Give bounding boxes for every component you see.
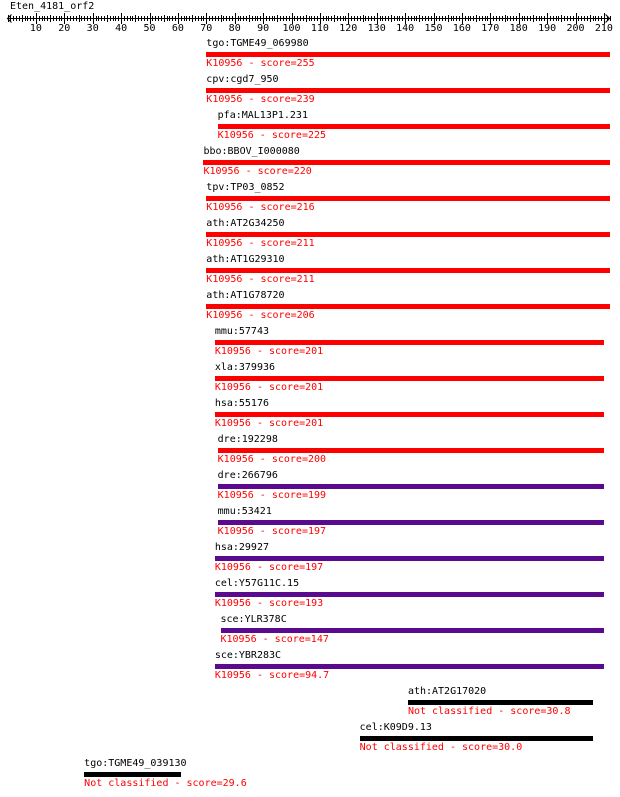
hit-annotation-label[interactable]: Not classified - score=30.8 [407, 706, 571, 717]
hit-alignment-bar[interactable] [215, 556, 604, 561]
hit-annotation-label[interactable]: K10956 - score=206 [206, 310, 315, 321]
hit-annotation-label[interactable]: Not classified - score=30.0 [359, 742, 523, 753]
hit-alignment-bar[interactable] [360, 736, 593, 741]
hit-annotation-label[interactable]: K10956 - score=197 [217, 526, 327, 537]
hit-alignment-bar[interactable] [215, 340, 604, 345]
ruler-tick-label: 170 [481, 23, 500, 34]
hit-gene-label[interactable]: cpv:cgd7_950 [206, 74, 279, 85]
hit-alignment-bar[interactable] [218, 124, 610, 129]
hit-annotation-label[interactable]: K10956 - score=200 [217, 454, 327, 465]
hit-gene-label[interactable]: pfa:MAL13P1.231 [217, 110, 308, 121]
hit-alignment-bar[interactable] [206, 52, 609, 57]
hit-annotation-label[interactable]: K10956 - score=225 [217, 130, 327, 141]
ruler-tick-label: 40 [115, 23, 128, 34]
hit-annotation-label[interactable]: K10956 - score=193 [214, 598, 324, 609]
hit-alignment-bar[interactable] [218, 520, 604, 525]
hit-gene-label[interactable]: tpv:TP03_0852 [206, 182, 285, 193]
hit-annotation-label[interactable]: K10956 - score=201 [214, 418, 324, 429]
hit-alignment-bar[interactable] [218, 448, 604, 453]
hit-alignment-bar[interactable] [215, 592, 604, 597]
hit-annotation-label[interactable]: K10956 - score=255 [206, 58, 315, 69]
hit-annotation-label[interactable]: K10956 - score=147 [220, 634, 329, 645]
hit-annotation-label[interactable]: K10956 - score=94.7 [214, 670, 330, 681]
hit-annotation-label[interactable]: K10956 - score=201 [214, 346, 324, 357]
hit-gene-label[interactable]: sce:YBR283C [214, 650, 282, 661]
hit-annotation-label[interactable]: K10956 - score=220 [203, 166, 312, 177]
ruler-tick-label: 130 [367, 23, 386, 34]
ruler-tick-label: 80 [228, 23, 241, 34]
ruler-tick-label: 140 [396, 23, 415, 34]
hit-gene-label[interactable]: cel:Y57G11C.15 [214, 578, 300, 589]
hit-gene-label[interactable]: xla:379936 [214, 362, 276, 373]
hit-alignment-bar[interactable] [408, 700, 593, 705]
hit-alignment-bar[interactable] [206, 196, 609, 201]
ruler-tick-label: 70 [200, 23, 213, 34]
hit-alignment-bar[interactable] [203, 160, 609, 165]
hit-alignment-bar[interactable] [206, 268, 609, 273]
hit-alignment-bar[interactable] [218, 484, 604, 489]
ruler-tick-label: 120 [339, 23, 358, 34]
hit-annotation-label[interactable]: K10956 - score=211 [206, 238, 315, 249]
ruler-tick-label: 110 [310, 23, 329, 34]
hit-gene-label[interactable]: dre:192298 [217, 434, 278, 445]
ruler-tick-label: 60 [171, 23, 184, 34]
hit-alignment-bar[interactable] [215, 412, 604, 417]
hit-gene-label[interactable]: tgo:TGME49_039130 [84, 758, 187, 769]
hit-gene-label[interactable]: ath:AT1G29310 [206, 254, 285, 265]
hit-annotation-label[interactable]: K10956 - score=197 [214, 562, 324, 573]
hit-gene-label[interactable]: hsa:29927 [214, 542, 269, 553]
hit-alignment-bar[interactable] [206, 304, 609, 309]
hit-gene-label[interactable]: hsa:55176 [214, 398, 269, 409]
hit-alignment-bar[interactable] [84, 772, 181, 777]
ruler-tick-label: 160 [452, 23, 471, 34]
hit-annotation-label[interactable]: K10956 - score=199 [217, 490, 327, 501]
hit-gene-label[interactable]: sce:YLR378C [220, 614, 287, 625]
hit-gene-label[interactable]: ath:AT2G17020 [407, 686, 487, 697]
hit-alignment-bar[interactable] [206, 232, 609, 237]
ruler-tick-label: 50 [143, 23, 156, 34]
ruler-tick-label: 180 [509, 23, 528, 34]
ruler-tick-label: 30 [86, 23, 99, 34]
ruler-tick-label: 90 [257, 23, 270, 34]
hit-gene-label[interactable]: cel:K09D9.13 [359, 722, 432, 733]
hit-gene-label[interactable]: ath:AT2G34250 [206, 218, 285, 229]
hit-alignment-bar[interactable] [221, 628, 604, 633]
ruler-tick-label: 210 [594, 23, 613, 34]
ruler-tick-label: 100 [282, 23, 301, 34]
hit-gene-label[interactable]: dre:266796 [217, 470, 278, 481]
ruler-tick-label: 150 [424, 23, 443, 34]
hit-annotation-label[interactable]: K10956 - score=216 [206, 202, 315, 213]
hit-alignment-bar[interactable] [206, 88, 609, 93]
hit-annotation-label[interactable]: K10956 - score=201 [214, 382, 324, 393]
query-name: Eten_4181_orf2 [10, 1, 95, 12]
hit-gene-label[interactable]: mmu:57743 [214, 326, 269, 337]
ruler-tick-label: 200 [566, 23, 585, 34]
ruler-tick-label: 190 [538, 23, 557, 34]
hit-annotation-label[interactable]: K10956 - score=211 [206, 274, 315, 285]
ruler-tick-label: 10 [29, 23, 42, 34]
hit-gene-label[interactable]: mmu:53421 [217, 506, 272, 517]
hit-alignment-bar[interactable] [215, 376, 604, 381]
hit-gene-label[interactable]: ath:AT1G78720 [206, 290, 285, 301]
hit-annotation-label[interactable]: Not classified - score=29.6 [84, 778, 247, 789]
hit-gene-label[interactable]: tgo:TGME49_069980 [206, 38, 309, 49]
ruler-tick-label: 20 [58, 23, 71, 34]
hit-annotation-label[interactable]: K10956 - score=239 [206, 94, 315, 105]
hit-alignment-bar[interactable] [215, 664, 604, 669]
hit-gene-label[interactable]: bbo:BBOV_I000080 [203, 146, 300, 157]
